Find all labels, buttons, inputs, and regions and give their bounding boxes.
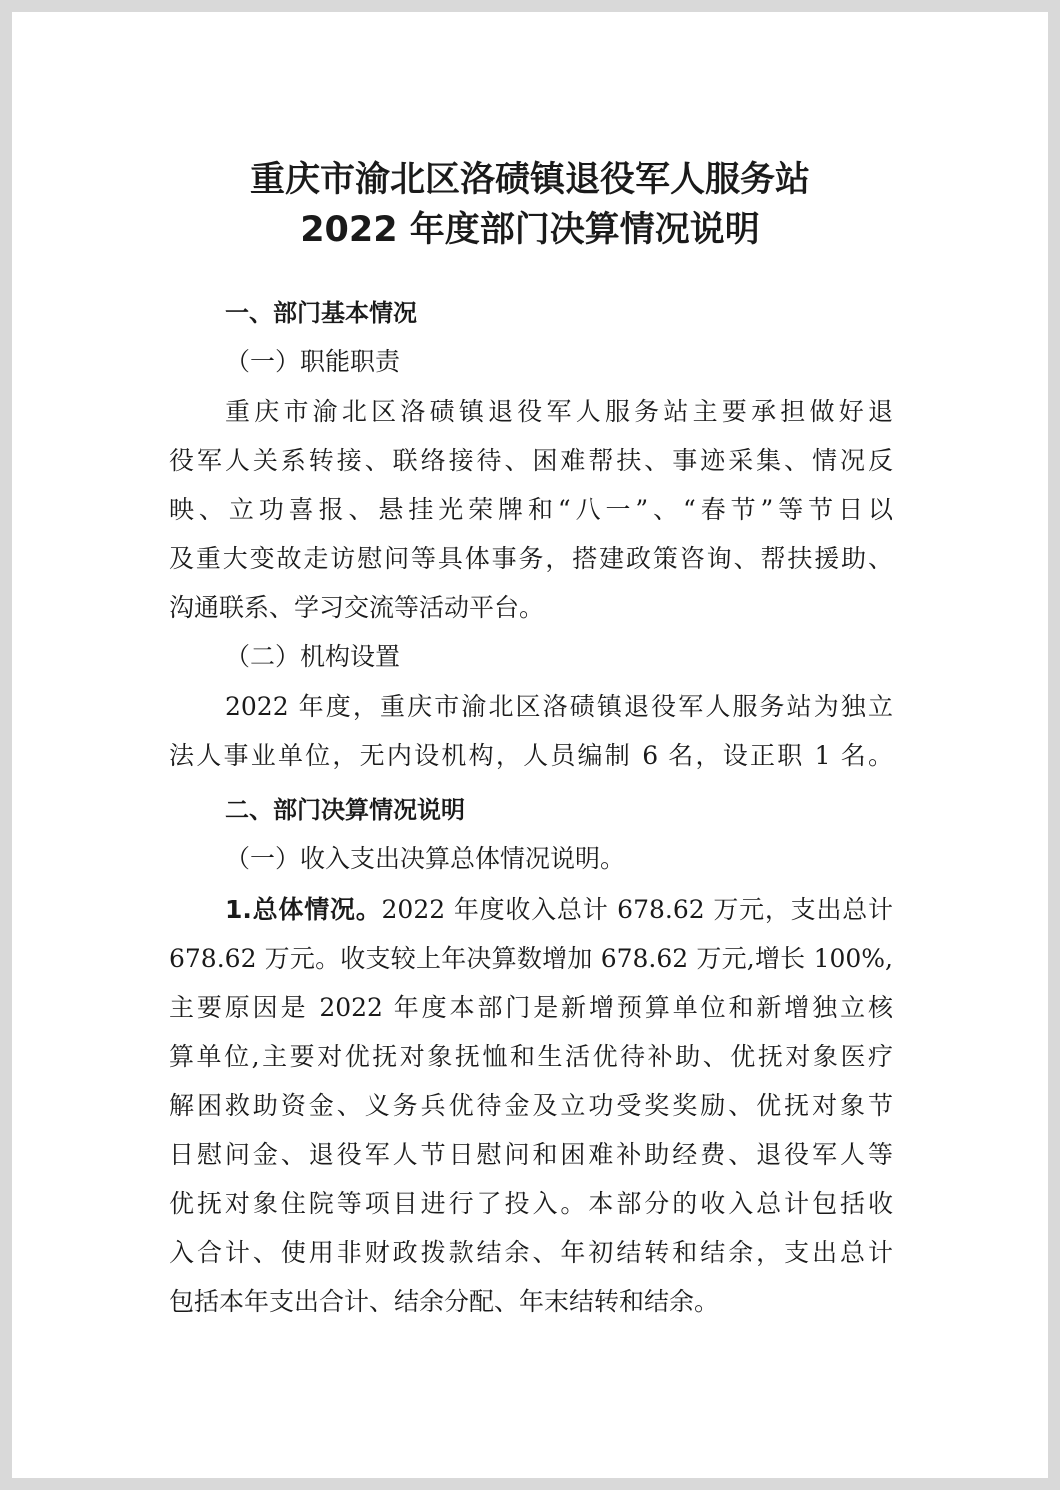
paragraph-line: 入合计、使用非财政拨款结余、年初结转和结余，支出总计 xyxy=(169,1238,893,1267)
paragraph-line: 沟通联系、学习交流等活动平台。 xyxy=(169,593,545,622)
paragraph-line: 解困救助资金、义务兵优待金及立功受奖奖励、优抚对象节 xyxy=(169,1091,893,1120)
paragraph-line: 优抚对象住院等项目进行了投入。本部分的收入总计包括收 xyxy=(169,1189,893,1218)
overall-situation-text: 2022 年度收入总计 678.62 万元，支出总计 xyxy=(381,895,893,924)
paragraph-line: 重庆市渝北区洛碛镇退役军人服务站主要承担做好退 xyxy=(225,397,893,426)
overall-situation-label: 1.总体情况。 xyxy=(225,895,382,924)
paragraph-line: 算单位,主要对优抚对象抚恤和生活优待补助、优抚对象医疗 xyxy=(169,1042,893,1071)
paragraph-line: 法人事业单位，无内设机构，人员编制 6 名，设正职 1 名。 xyxy=(169,741,893,770)
paragraph-line: 及重大变故走访慰问等具体事务，搭建政策咨询、帮扶援助、 xyxy=(169,544,893,573)
subsection-heading-organization: （二）机构设置 xyxy=(225,642,401,671)
document-title-line2: 2022 年度部门决算情况说明 xyxy=(300,210,760,250)
section-heading-basic-info: 一、部门基本情况 xyxy=(225,299,417,327)
document-title-line1: 重庆市渝北区洛碛镇退役军人服务站 xyxy=(249,160,810,200)
paragraph-line: 役军人关系转接、联络接待、困难帮扶、事迹采集、情况反 xyxy=(169,446,893,475)
paragraph-line: 678.62 万元。收支较上年决算数增加 678.62 万元,增长 100%, xyxy=(169,944,893,973)
subsection-heading-income-expense: （一）收入支出决算总体情况说明。 xyxy=(225,844,626,873)
paragraph-line: 日慰问金、退役军人节日慰问和困难补助经费、退役军人等 xyxy=(169,1140,893,1169)
section-heading-final-accounts: 二、部门决算情况说明 xyxy=(225,796,465,824)
paragraph-first-line xyxy=(225,895,893,925)
paragraph-line: 映、立功喜报、悬挂光荣牌和“八一”、“春节”等节日以 xyxy=(169,495,893,524)
paragraph-line: 2022 年度，重庆市渝北区洛碛镇退役军人服务站为独立 xyxy=(225,692,893,721)
paragraph-line: 主要原因是 2022 年度本部门是新增预算单位和新增独立核 xyxy=(169,993,893,1022)
paragraph-line: 包括本年支出合计、结余分配、年末结转和结余。 xyxy=(169,1287,720,1316)
document-page xyxy=(12,12,1048,1478)
subsection-heading-functions: （一）职能职责 xyxy=(225,347,401,376)
